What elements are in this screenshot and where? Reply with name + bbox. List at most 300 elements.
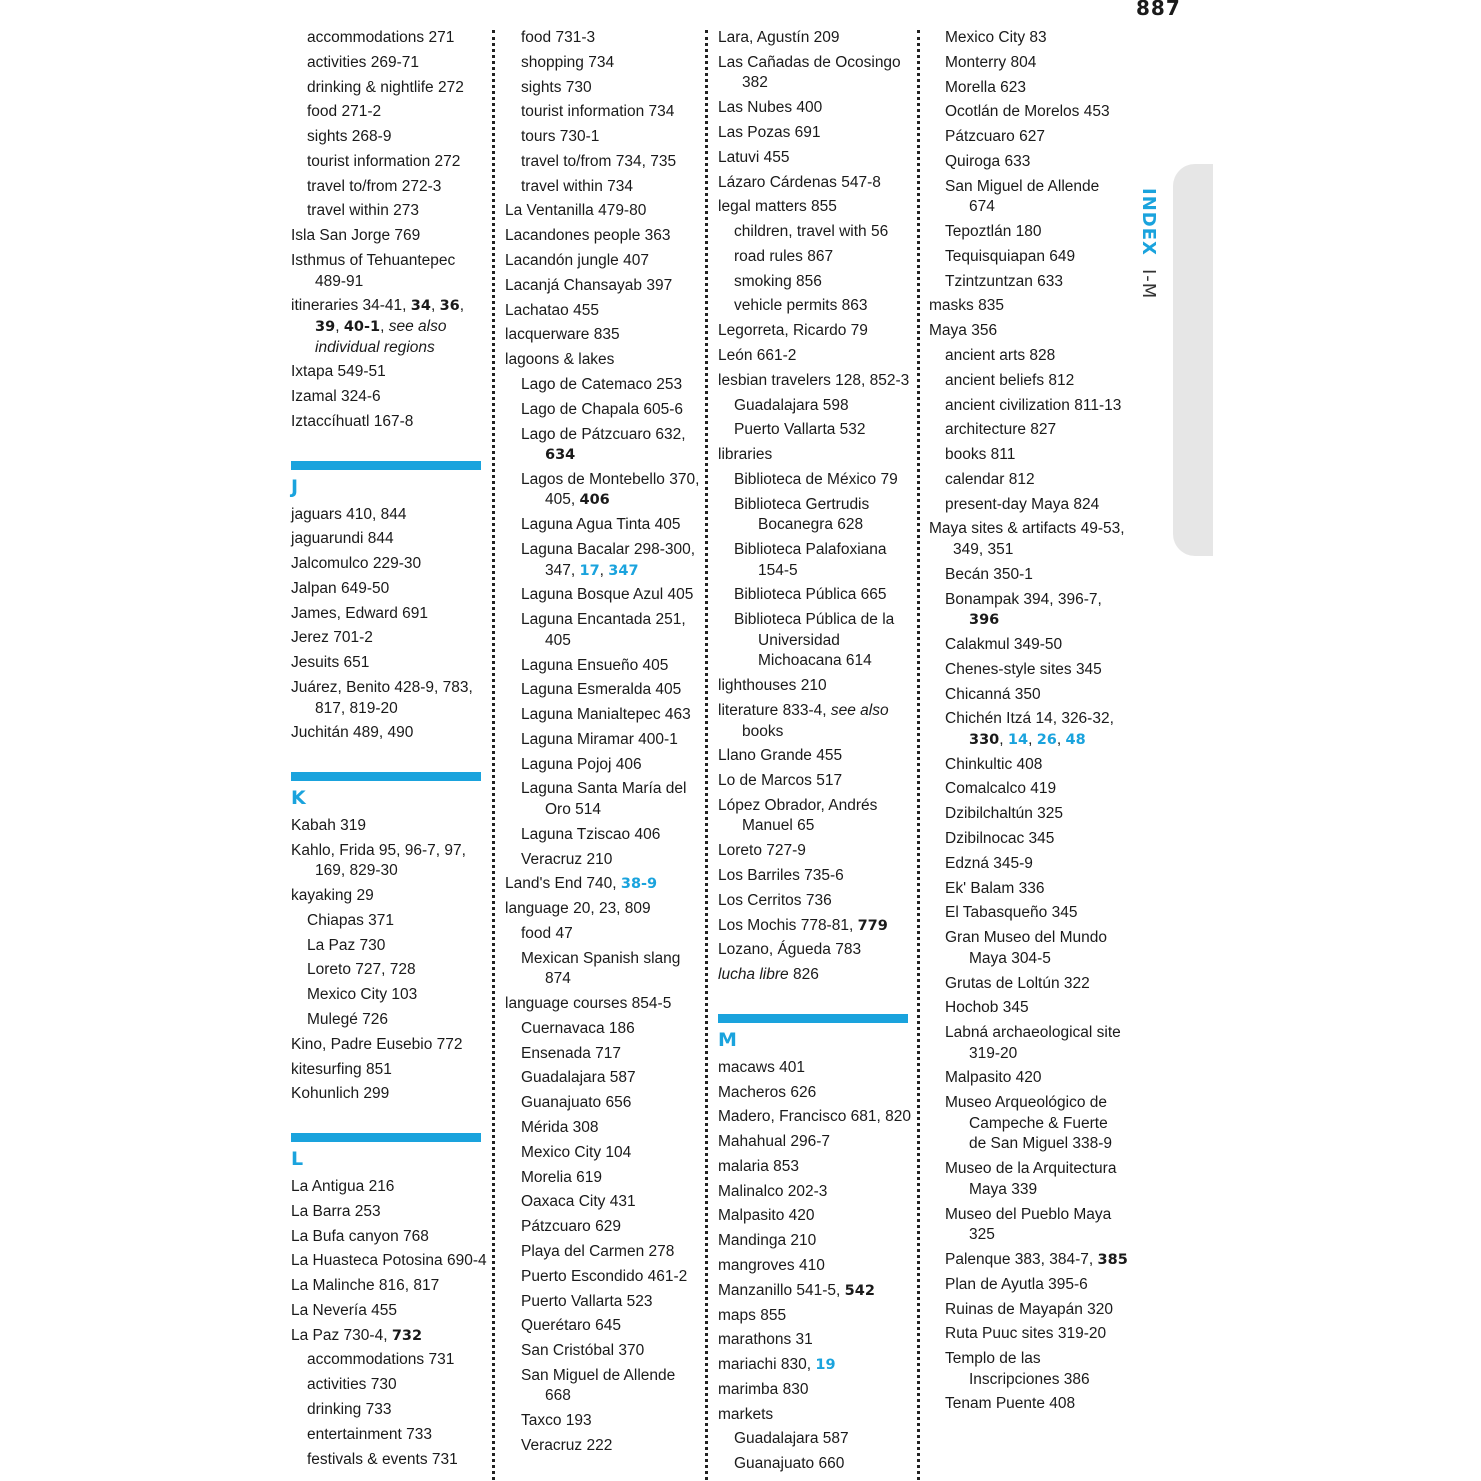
entry-text: itineraries 34-41, (291, 297, 411, 315)
entry-text: Dzibilchaltún 325 (945, 805, 1064, 823)
side-tab-word: INDEX (1138, 188, 1159, 256)
entry-text: Kabah 319 (291, 816, 366, 834)
index-entry (718, 1281, 918, 1302)
section-bar (291, 461, 481, 470)
entry-text: Museo del Pueblo Maya 325 (945, 1205, 1112, 1244)
index-entry (718, 1157, 918, 1178)
index-subentry (929, 420, 1129, 441)
page-ref: lucha libre (718, 966, 789, 984)
entry-text: La Huasteca Potosina 690-4 (291, 1252, 487, 1270)
page-ref: 14 (1007, 731, 1029, 748)
entry-text: Manzanillo 541-5, (718, 1281, 845, 1299)
entry-text: , (1056, 730, 1066, 748)
entry-text: Biblioteca de México 79 (734, 470, 898, 488)
entry-text: Malinalco 202-3 (718, 1182, 828, 1200)
index-entry (718, 371, 918, 392)
entry-text: Kohunlich 299 (291, 1085, 390, 1103)
entry-text: lacquerware 835 (505, 326, 620, 344)
entry-text: Veracruz 222 (521, 1437, 613, 1454)
index-subentry (929, 635, 1129, 656)
index-entry (718, 771, 918, 792)
index-entry (718, 796, 918, 837)
entry-text: Becán 350-1 (945, 565, 1033, 583)
entry-text: Grutas de Loltún 322 (945, 974, 1090, 992)
index-entry (718, 321, 918, 342)
index-subentry (505, 585, 705, 606)
page-ref: 779 (857, 917, 888, 934)
entry-text: Mérida 308 (521, 1119, 599, 1137)
entry-text: Ocotlán de Morelos 453 (945, 103, 1110, 121)
page-ref: 542 (844, 1282, 875, 1299)
entry-text: Ruinas de Mayapán 320 (945, 1300, 1114, 1318)
page-ref: see also (830, 701, 889, 719)
section-letter: J (291, 475, 299, 498)
index-subentry (718, 1454, 918, 1475)
entry-text: lagoons & lakes (505, 351, 615, 369)
entry-text: macaws 401 (718, 1058, 806, 1076)
index-subentry (291, 177, 487, 198)
index-subentry (929, 177, 1129, 218)
entry-text: Lago de Pátzcuaro 632, (521, 425, 686, 443)
entry-text: lighthouses 210 (718, 677, 827, 695)
entry-text: vehicle permits 863 (734, 297, 868, 315)
entry-text: La Paz 730 (307, 936, 386, 954)
entry-text: architecture 827 (945, 421, 1057, 439)
entry-text: books 811 (945, 446, 1016, 464)
entry-text: markets (718, 1405, 774, 1423)
entry-text: Puerto Escondido 461-2 (521, 1267, 688, 1285)
entry-text: , (380, 318, 389, 335)
entry-text: Las Nubes 400 (718, 99, 823, 117)
index-subentry (291, 1010, 487, 1031)
index-subentry (929, 1300, 1129, 1321)
index-entry (718, 1058, 918, 1079)
page-ref: 17 (579, 562, 600, 579)
entry-text: Llano Grande 455 (718, 747, 843, 765)
index-subentry (929, 565, 1129, 586)
entry-text: James, Edward 691 (291, 604, 428, 622)
section-header (291, 1133, 487, 1171)
index-subentry (929, 1068, 1129, 1089)
index-entry (291, 579, 487, 600)
entry-text: Macheros 626 (718, 1083, 817, 1101)
index-entry (718, 746, 918, 767)
entry-text: Mexico City 103 (307, 986, 418, 1004)
entry-text: maps 855 (718, 1306, 787, 1324)
index-subentry (929, 1159, 1129, 1200)
index-subentry (929, 127, 1129, 148)
index-subentry (929, 1275, 1129, 1296)
side-tab (1173, 164, 1213, 556)
index-entry (291, 841, 487, 882)
index-subentry (291, 1425, 487, 1446)
index-entry (291, 1177, 487, 1198)
entry-text: Biblioteca Pública de la Universidad Michoacana 614 (734, 611, 895, 670)
entry-text: , (335, 318, 344, 335)
entry-text: Puerto Vallarta 532 (734, 421, 866, 439)
entry-text: , (459, 297, 465, 315)
entry-text: San Cristóbal 370 (521, 1342, 645, 1360)
page-ref: 330 (969, 731, 1000, 748)
entry-text: masks 835 (929, 297, 1004, 315)
index-subentry (291, 53, 487, 74)
index-subentry (505, 1168, 705, 1189)
entry-text: Laguna Agua Tinta 405 (521, 516, 681, 534)
entry-text: Lago de Chapala 605-6 (521, 400, 684, 418)
index-entry (291, 1084, 487, 1105)
index-entry (291, 1301, 487, 1322)
entry-text: Laguna Encantada 251, 405 (521, 611, 686, 649)
entry-text: La Ventanilla 479-80 (505, 202, 647, 220)
entry-text: Kino, Padre Eusebio 772 (291, 1035, 463, 1053)
index-subentry (505, 1366, 705, 1407)
entry-text: lesbian travelers 128, 852-3 (718, 371, 910, 389)
index-subentry (718, 470, 918, 491)
entry-text: Biblioteca Gertrudis Bocanegra 628 (734, 495, 870, 534)
entry-text: Lachatao 455 (505, 301, 599, 319)
entry-text: La Bufa canyon 768 (291, 1227, 429, 1245)
index-subentry (718, 495, 918, 536)
index-entry (291, 1276, 487, 1297)
entry-text: Cuernavaca 186 (521, 1019, 635, 1037)
index-subentry (505, 680, 705, 701)
entry-text: Los Cerritos 736 (718, 891, 832, 909)
entry-text: Edzná 345-9 (945, 854, 1033, 872)
index-subentry (291, 1350, 487, 1371)
entry-text: Jalcomulco 229-30 (291, 555, 422, 573)
entry-text: children, travel with 56 (734, 223, 889, 241)
entry-text: La Barra 253 (291, 1202, 381, 1220)
entry-text: Loreto 727-9 (718, 842, 806, 860)
entry-text: Chinkultic 408 (945, 755, 1043, 773)
index-entry (718, 965, 918, 986)
page-ref: 34 (410, 298, 431, 315)
index-subentry (291, 201, 487, 222)
index-subentry (505, 1411, 705, 1432)
index-entry (505, 899, 705, 920)
index-entry (718, 676, 918, 697)
index-column-2 (505, 28, 705, 1461)
index-entry (291, 387, 487, 408)
entry-text: kitesurfing 851 (291, 1060, 392, 1078)
index-subentry (929, 1394, 1129, 1415)
page-ref: 36 (439, 298, 460, 315)
entry-text: travel within 734 (521, 177, 634, 195)
entry-text: Lacandones people 363 (505, 227, 671, 245)
entry-text: Guadalajara 598 (734, 396, 849, 414)
entry-text: Laguna Esmeralda 405 (521, 681, 682, 699)
page-ref: 38-9 (620, 876, 658, 893)
index-subentry (929, 854, 1129, 875)
entry-text: jaguarundi 844 (291, 530, 394, 548)
section-letter: L (291, 1147, 304, 1170)
index-subentry (505, 924, 705, 945)
index-entry (718, 148, 918, 169)
index-subentry (505, 1267, 705, 1288)
index-subentry (505, 1436, 705, 1457)
entry-text: travel to/from 272-3 (307, 177, 442, 195)
index-subentry (505, 515, 705, 536)
entry-text: Morella 623 (945, 78, 1026, 96)
entry-text: La Antigua 216 (291, 1177, 395, 1195)
entry-text: Laguna Manialtepec 463 (521, 706, 691, 724)
entry-text: Laguna Bosque Azul 405 (521, 586, 694, 604)
index-subentry (505, 78, 705, 99)
entry-text: present-day Maya 824 (945, 495, 1100, 513)
entry-text: mangroves 410 (718, 1257, 825, 1274)
entry-text: , (999, 730, 1008, 748)
section-letter: K (291, 786, 306, 809)
index-subentry (929, 272, 1129, 293)
entry-text: Lara, Agustín 209 (718, 29, 840, 46)
index-subentry (929, 396, 1129, 417)
index-subentry (929, 1023, 1129, 1064)
index-entry (291, 1202, 487, 1223)
index-entry (505, 994, 705, 1015)
index-subentry (929, 1093, 1129, 1155)
index-entry (291, 886, 487, 907)
index-entry (718, 1107, 918, 1128)
index-entry (291, 723, 487, 744)
entry-text: , (1028, 730, 1037, 748)
index-subentry (505, 53, 705, 74)
entry-text: Pátzcuaro 629 (521, 1218, 621, 1236)
index-entry (291, 1251, 487, 1272)
index-entry (718, 1182, 918, 1203)
page-ref: 19 (815, 1357, 836, 1374)
index-subentry (505, 850, 705, 871)
index-subentry (505, 152, 705, 173)
index-subentry (929, 445, 1129, 466)
index-entry (291, 1326, 487, 1347)
page-ref: see also individual regions (315, 318, 447, 356)
index-subentry (718, 585, 918, 606)
index-entry (291, 529, 487, 550)
index-entry (505, 226, 705, 247)
entry-text: Jesuits 651 (291, 654, 370, 672)
index-subentry (505, 1019, 705, 1040)
index-subentry (718, 272, 918, 293)
entry-text: Las Cañadas de Ocosingo 382 (718, 53, 901, 92)
index-entry (718, 1132, 918, 1153)
entry-text: Ensenada 717 (521, 1044, 621, 1062)
index-entry (505, 251, 705, 272)
entry-text: malaria 853 (718, 1157, 799, 1175)
index-entry (718, 123, 918, 144)
index-subentry (929, 1349, 1129, 1390)
section-bar (291, 772, 481, 781)
index-entry (929, 519, 1129, 560)
entry-text: activities 730 (307, 1376, 397, 1394)
entry-text: Monterry 804 (945, 53, 1037, 71)
entry-text: Mexico City 104 (521, 1143, 632, 1161)
index-subentry (505, 127, 705, 148)
entry-text: , (430, 297, 440, 315)
entry-text: Guanajuato 660 (734, 1455, 845, 1473)
entry-text: Querétaro 645 (521, 1317, 621, 1335)
index-entry (718, 940, 918, 961)
index-entry (718, 1306, 918, 1327)
index-subentry (718, 610, 918, 672)
index-subentry (929, 998, 1129, 1019)
entry-text: San Miguel de Allende 668 (521, 1366, 676, 1405)
entry-text: Dzibilnocac 345 (945, 830, 1055, 848)
entry-text: sights 268-9 (307, 128, 392, 146)
index-subentry (929, 779, 1129, 800)
entry-text: Tequisquiapan 649 (945, 247, 1076, 265)
index-subentry (718, 222, 918, 243)
page-ref: 732 (391, 1327, 423, 1344)
index-subentry (505, 425, 705, 466)
index-subentry (505, 28, 705, 49)
index-subentry (929, 1205, 1129, 1246)
index-subentry (505, 177, 705, 198)
entry-text: drinking 733 (307, 1401, 392, 1418)
index-entry (718, 346, 918, 367)
entry-text: La Nevería 455 (291, 1301, 397, 1319)
entry-text: Tenam Puente 408 (945, 1395, 1076, 1413)
index-subentry (505, 1217, 705, 1238)
index-subentry (718, 247, 918, 268)
entry-text: Los Barriles 735-6 (718, 867, 844, 885)
entry-text: Lago de Catemaco 253 (521, 375, 683, 393)
section-bar (718, 1014, 908, 1023)
index-subentry (291, 28, 487, 49)
entry-text: Mandinga 210 (718, 1232, 817, 1250)
entry-text: Legorreta, Ricardo 79 (718, 322, 868, 340)
section-header (291, 772, 487, 810)
entry-text: Ixtapa 549-51 (291, 363, 386, 381)
index-column-1 (291, 28, 487, 1474)
entry-text: Bonampak 394, 396-7, (945, 590, 1102, 608)
index-subentry (505, 1292, 705, 1313)
index-entry (718, 866, 918, 887)
entry-text: road rules 867 (734, 247, 834, 265)
index-subentry (929, 829, 1129, 850)
entry-text: food 47 (521, 924, 573, 942)
index-subentry (929, 928, 1129, 969)
index-entry (291, 412, 487, 433)
page-ref: 347 (608, 562, 639, 579)
entry-text: libraries (718, 446, 773, 464)
index-subentry (929, 28, 1129, 49)
index-subentry (718, 1429, 918, 1450)
entry-text: López Obrador, Andrés Manuel 65 (718, 796, 878, 835)
entry-text: Lázaro Cárdenas 547-8 (718, 173, 881, 191)
index-subentry (291, 985, 487, 1006)
entry-text: tourist information 272 (307, 152, 461, 170)
index-entry (291, 505, 487, 526)
index-entry (291, 362, 487, 383)
index-subentry (929, 685, 1129, 706)
section-bar (291, 1133, 481, 1142)
index-entry (291, 554, 487, 575)
index-subentry (291, 1375, 487, 1396)
section-letter: M (718, 1028, 737, 1051)
entry-text: Laguna Bacalar 298-300, 347, (521, 541, 696, 579)
index-subentry (505, 656, 705, 677)
entry-text: legal matters 855 (718, 198, 837, 216)
index-subentry (929, 1324, 1129, 1345)
entry-text: sights 730 (521, 78, 592, 96)
entry-text: ancient arts 828 (945, 346, 1056, 364)
entry-text: Malpasito 420 (945, 1069, 1042, 1087)
index-entry (505, 276, 705, 297)
entry-text: Ek' Balam 336 (945, 879, 1045, 897)
entry-text: Plan de Ayutla 395-6 (945, 1275, 1088, 1293)
index-entry (929, 296, 1129, 317)
entry-text: Jalpan 649-50 (291, 579, 390, 597)
entry-text: travel within 273 (307, 202, 420, 220)
entry-text: kayaking 29 (291, 887, 374, 905)
entry-text: Comalcalco 419 (945, 780, 1057, 798)
entry-text: Lacandón jungle 407 (505, 252, 649, 270)
entry-text: Laguna Pojoj 406 (521, 755, 642, 773)
entry-text: 826 (788, 966, 819, 984)
entry-text: Iztaccíhuatl 167-8 (291, 412, 414, 430)
entry-text: Laguna Miramar 400-1 (521, 730, 678, 748)
entry-text: Mulegé 726 (307, 1011, 389, 1029)
entry-text: Museo de la Arquitectura Maya 339 (945, 1160, 1117, 1198)
entry-text: Isla San Jorge 769 (291, 227, 421, 245)
index-entry (291, 1060, 487, 1081)
entry-text: La Paz 730-4, (291, 1326, 392, 1344)
index-entry (291, 1035, 487, 1056)
index-entry (291, 296, 487, 358)
index-subentry (291, 936, 487, 957)
index-subentry (505, 400, 705, 421)
index-subentry (929, 709, 1129, 750)
entry-text: tours 730-1 (521, 128, 600, 146)
index-subentry (929, 1250, 1129, 1271)
index-entry (718, 1231, 918, 1252)
entry-text: Guadalajara 587 (521, 1069, 636, 1087)
index-subentry (929, 53, 1129, 74)
entry-text: Malpasito 420 (718, 1207, 815, 1225)
entry-text: Guadalajara 587 (734, 1430, 849, 1448)
entry-text: Mexican Spanish slang 874 (521, 949, 681, 988)
entry-text: Hochob 345 (945, 999, 1029, 1017)
index-subentry (505, 1242, 705, 1263)
entry-text: Izamal 324-6 (291, 388, 381, 406)
page-ref: 634 (545, 447, 576, 464)
entry-text: Lozano, Águeda 783 (718, 941, 862, 959)
index-subentry (291, 152, 487, 173)
entry-text: Juárez, Benito 428-9, 783, 817, 819-20 (291, 679, 473, 717)
index-entry (718, 1256, 918, 1277)
entry-text: Land's End 740, (505, 875, 621, 893)
index-subentry (929, 879, 1129, 900)
entry-text: Labná archaeological site 319-20 (945, 1024, 1121, 1062)
entry-text: Las Pozas 691 (718, 123, 821, 141)
entry-text: Isthmus of Tehuantepec 489-91 (291, 252, 456, 290)
page-ref: 385 (1097, 1251, 1128, 1268)
entry-text: Mexico City 83 (945, 29, 1047, 46)
entry-text: Chenes-style sites 345 (945, 660, 1102, 678)
index-subentry (505, 1068, 705, 1089)
index-subentry (505, 825, 705, 846)
entry-text: Tepoztlán 180 (945, 223, 1042, 241)
entry-text: marimba 830 (718, 1380, 809, 1398)
index-subentry (505, 540, 705, 581)
index-subentry (929, 974, 1129, 995)
index-subentry (505, 375, 705, 396)
index-subentry (505, 102, 705, 123)
entry-text: El Tabasqueño 345 (945, 904, 1078, 922)
index-entry (291, 816, 487, 837)
page-ref: 26 (1036, 731, 1057, 748)
index-subentry (929, 495, 1129, 516)
